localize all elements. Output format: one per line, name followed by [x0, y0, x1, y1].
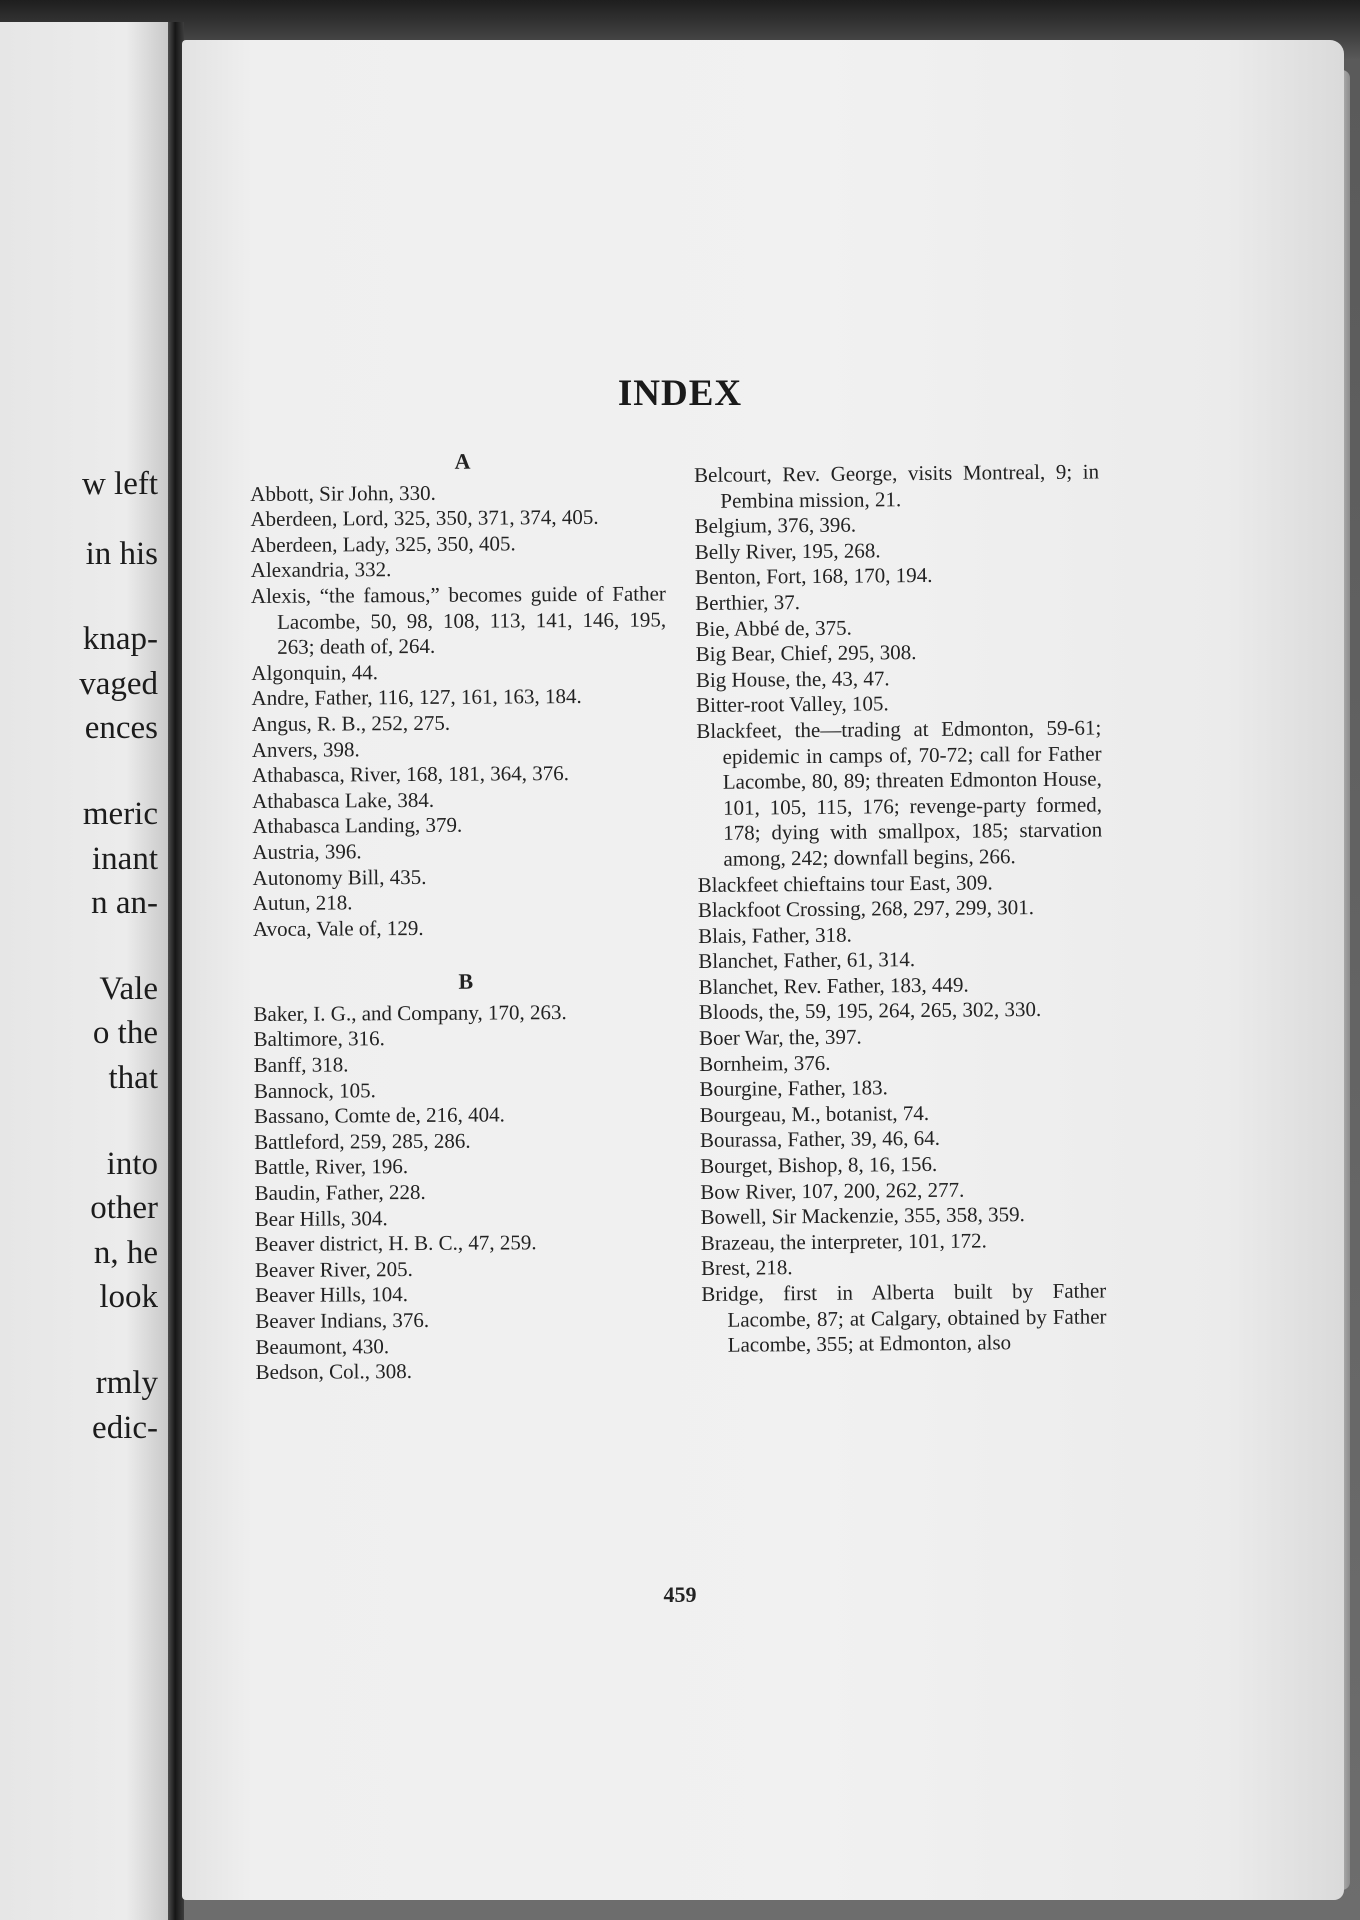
index-entry: Belgium, 376, 396. [694, 512, 857, 539]
index-entry: Blanchet, Father, 61, 314. [698, 947, 916, 974]
index-entry: Bie, Abbé de, 375. [695, 615, 852, 641]
index-entry: Big Bear, Chief, 295, 308. [695, 640, 917, 667]
index-entry: Blanchet, Rev. Father, 183, 449. [698, 972, 969, 999]
facing-text-fragment: Vale [99, 971, 158, 1007]
index-entry: Autun, 218. [252, 890, 353, 916]
index-entry: Abbott, Sir John, 330. [250, 480, 436, 506]
index-entry: Blackfeet, the—trading at Edmonton, 59-61; epidemic in camps of, 70-72; call for Father Lacombe, 80, 89; threaten Edmonton House, 101, 105, 115, 176; revenge-party formed, 178; dying with smallpox, 185; starvation among, 242; downfall begins, 266. [696, 715, 1103, 871]
index-entry: Athabasca, River, 168, 181, 364, 376. [251, 761, 570, 788]
index-entry: Beaver Indians, 376. [255, 1307, 430, 1333]
facing-text-fragment: look [99, 1279, 158, 1315]
section-letter-b: B [458, 968, 474, 995]
index-entry: Banff, 318. [253, 1052, 349, 1078]
index-column-left [250, 447, 671, 1385]
index-entry: Baudin, Father, 228. [254, 1179, 426, 1206]
index-entry: Beaver River, 205. [254, 1256, 413, 1282]
index-entry: Beaver Hills, 104. [255, 1282, 409, 1308]
index-entry: Battleford, 259, 285, 286. [254, 1128, 471, 1154]
index-entry: Athabasca Landing, 379. [252, 813, 463, 839]
facing-text-fragment: rmly [95, 1365, 158, 1401]
index-entry: Bourgine, Father, 183. [699, 1075, 888, 1102]
facing-page [0, 22, 168, 1920]
facing-text-fragment: knap- [82, 621, 158, 657]
facing-text-fragment: that [108, 1060, 158, 1096]
index-entry: Beaver district, H. B. C., 47, 259. [254, 1230, 537, 1257]
index-entry: Aberdeen, Lady, 325, 350, 405. [250, 531, 516, 557]
index-entry: Baker, I. G., and Company, 170, 263. [253, 999, 567, 1026]
index-entry: Bassano, Comte de, 216, 404. [253, 1102, 505, 1129]
index-entry: Baltimore, 316. [253, 1026, 385, 1052]
index-entry: Algonquin, 44. [251, 659, 379, 685]
index-entry: Bourgeau, M., botanist, 74. [699, 1100, 930, 1127]
index-entry: Boer War, the, 397. [698, 1024, 862, 1051]
facing-text-fragment: w left [81, 466, 158, 502]
index-entry: Brest, 218. [700, 1255, 793, 1281]
index-entry: Blackfoot Crossing, 268, 297, 299, 301. [697, 895, 1034, 923]
entry-list-b-continued [694, 459, 1107, 1358]
index-entry: Bornheim, 376. [699, 1050, 831, 1076]
index-entry: Bourget, Bishop, 8, 16, 156. [700, 1151, 938, 1179]
index-entry: Austria, 396. [252, 839, 362, 864]
facing-text-fragment: meric [82, 796, 158, 832]
index-entry: Blais, Father, 318. [698, 922, 852, 948]
index-entry: Bannock, 105. [253, 1077, 376, 1103]
index-entry: Bedson, Col., 308. [255, 1359, 413, 1385]
facing-text-fragment: o the [92, 1015, 158, 1051]
section-letter-a: A [454, 448, 471, 474]
facing-text-fragment: other [90, 1190, 158, 1226]
facing-text-fragment: in his [85, 536, 158, 572]
index-entry: Bourassa, Father, 39, 46, 64. [699, 1126, 941, 1153]
index-entry: Alexis, “the famous,” becomes guide of Father Lacombe, 50, 98, 108, 113, 141, 146, 195, 263; death of, 264. [250, 581, 667, 659]
index-entry: Autonomy Bill, 435. [252, 864, 427, 890]
index-entry: Aberdeen, Lord, 325, 350, 371, 374, 405. [250, 505, 599, 532]
index-entry: Bloods, the, 59, 195, 264, 265, 302, 330. [698, 997, 1042, 1025]
page-title: INDEX [617, 373, 743, 414]
index-entry: Bowell, Sir Mackenzie, 355, 358, 359. [700, 1202, 1025, 1230]
index-entry: Bear Hills, 304. [254, 1205, 388, 1231]
index-entry: Battle, River, 196. [254, 1154, 409, 1180]
index-entry: Avoca, Vale of, 129. [252, 915, 424, 941]
entry-list-b [253, 999, 670, 1385]
index-entry: Benton, Fort, 168, 170, 194. [694, 563, 933, 590]
facing-text-fragment: vaged [79, 666, 158, 702]
index-entry: Angus, R. B., 252, 275. [251, 710, 451, 736]
index-entry: Bridge, first in Alberta built by Father Lacombe, 87; at Calgary, obtained by Father Lacombe, 355; at Edmonton, also [701, 1278, 1107, 1357]
facing-text-fragment: ences [84, 710, 158, 746]
facing-text-fragment: into [106, 1146, 158, 1182]
index-entry: Berthier, 37. [695, 590, 801, 615]
index-entry: Big House, the, 43, 47. [695, 666, 890, 692]
facing-text-fragment: inant [92, 841, 158, 877]
facing-text-fragment: edic- [92, 1410, 158, 1446]
index-entry: Andre, Father, 116, 127, 161, 163, 184. [251, 684, 582, 711]
index-entry: Bow River, 107, 200, 262, 277. [700, 1177, 965, 1204]
page-number: 459 [663, 1582, 697, 1607]
index-entry: Belly River, 195, 268. [694, 538, 881, 564]
index-entry: Brazeau, the interpreter, 101, 172. [700, 1228, 987, 1255]
index-entry: Beaumont, 430. [255, 1333, 390, 1359]
index-entry: Bitter-root Valley, 105. [696, 691, 889, 718]
index-entry: Anvers, 398. [251, 736, 360, 762]
facing-text-fragment: n an- [91, 885, 158, 921]
index-column-right [694, 459, 1107, 1358]
index-entry: Blackfeet chieftains tour East, 309. [697, 869, 993, 897]
index-entry: Alexandria, 332. [250, 557, 392, 583]
facing-text-fragment: n, he [93, 1235, 158, 1271]
index-entry: Belcourt, Rev. George, visits Montreal, 9; in Pembina mission, 21. [694, 459, 1100, 513]
entry-list-a [250, 479, 668, 942]
index-entry: Athabasca Lake, 384. [252, 787, 435, 813]
